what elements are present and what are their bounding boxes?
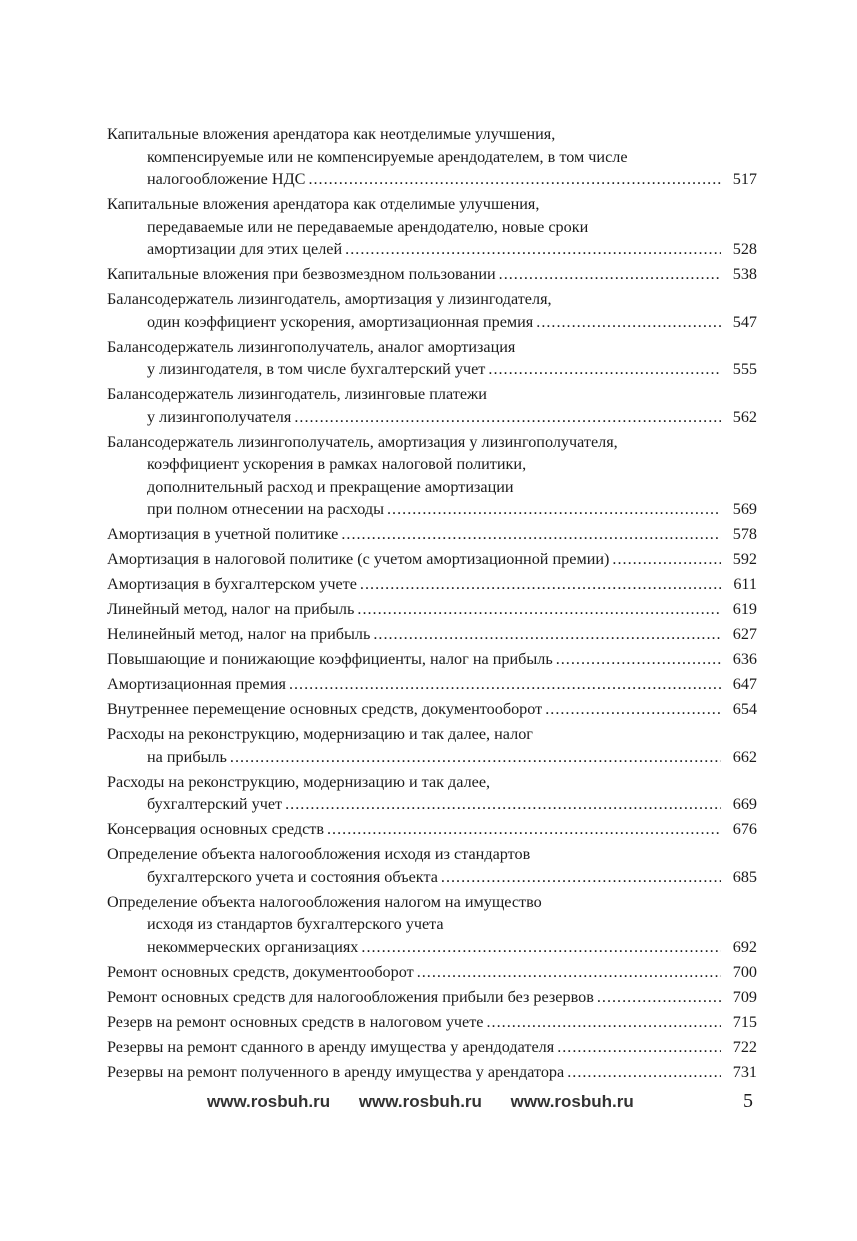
dot-leader xyxy=(387,498,721,521)
dot-leader xyxy=(345,238,721,261)
toc-entry-title-line: Определение объекта налогообложения налогом на имущество xyxy=(107,892,542,911)
dot-leader xyxy=(289,673,721,696)
toc-entry-title-line: исходя из стандартов бухгалтерского учета xyxy=(147,915,444,933)
dot-leader xyxy=(597,986,721,1009)
toc-entry-last-line xyxy=(107,1011,757,1034)
toc-entry-last-line xyxy=(107,818,757,841)
toc-entry-title-line: Ремонт основных средств, документооборот xyxy=(107,962,414,981)
toc-entry-last-line xyxy=(107,793,757,816)
toc-entry-title-line: Резервы на ремонт полученного в аренду имущества у арендатора xyxy=(107,1062,565,1081)
toc-entry[interactable] xyxy=(107,698,757,721)
toc-entry[interactable] xyxy=(107,1061,757,1084)
toc-entry-last-line xyxy=(107,648,757,671)
toc-entry-title-line: Балансодержатель лизингодатель, лизинговые платежи xyxy=(107,385,487,403)
toc-entry-last-line xyxy=(107,936,757,959)
toc-entry[interactable] xyxy=(107,336,757,381)
dot-leader xyxy=(417,961,721,984)
toc-entry[interactable] xyxy=(107,431,757,521)
toc-entry-page: 685 xyxy=(732,867,757,886)
toc-entry-title-line: Амортизация в налоговой политике (с учетом амортизационной премии) xyxy=(107,550,610,568)
dot-leader xyxy=(536,311,721,334)
toc-entry-last-line xyxy=(107,168,757,191)
toc-entry-page: 647 xyxy=(732,675,757,693)
toc-entry-title-line: компенсируемые или не компенсируемые арендодателем, в том числе xyxy=(147,147,628,166)
dot-leader xyxy=(341,523,721,546)
toc-entry-title-line: Внутреннее перемещение основных средств, документооборот xyxy=(107,700,543,718)
toc-entry[interactable] xyxy=(107,573,757,596)
toc-entry-title-line: Нелинейный метод, налог на прибыль xyxy=(107,625,371,643)
toc-entry-title-line: Повышающие и понижающие коэффициенты, налог на прибыль xyxy=(107,650,553,668)
toc-entry-title-line: у лизингополучателя xyxy=(147,407,292,426)
toc-entry-last-line xyxy=(107,498,757,521)
toc-entry-last-line xyxy=(107,523,757,546)
toc-entry[interactable] xyxy=(107,648,757,671)
dot-leader xyxy=(285,793,721,816)
toc-entry-page: 611 xyxy=(733,575,757,593)
toc-entry-title-line: один коэффициент ускорения, амортизационная премия xyxy=(147,312,534,331)
toc-entry-title-line: Расходы на реконструкцию, модернизацию и так далее, xyxy=(107,772,491,791)
toc-entry-page: 662 xyxy=(732,747,757,766)
toc-entry-page: 547 xyxy=(732,312,757,331)
toc-entry[interactable] xyxy=(107,986,757,1009)
footer-link[interactable]: www.rosbuh.ru xyxy=(207,1092,331,1111)
toc-entry-title-line: при полном отнесении на расходы xyxy=(147,500,384,518)
toc-entry-last-line xyxy=(107,238,757,261)
toc-entry[interactable] xyxy=(107,818,757,841)
toc-entry-page: 692 xyxy=(732,937,757,956)
dot-leader xyxy=(308,168,721,191)
toc-entry-title-line: передаваемые или не передаваемые арендодателю, новые сроки xyxy=(147,217,589,236)
dot-leader xyxy=(373,623,721,646)
toc-entry-title-line: Резервы на ремонт сданного в аренду имущества у арендодателя xyxy=(107,1037,555,1056)
toc-entry-title-line: Расходы на реконструкцию, модернизацию и так далее, налог xyxy=(107,725,533,743)
dot-leader xyxy=(567,1061,721,1084)
toc-entry-page: 709 xyxy=(732,987,757,1006)
toc-entry-last-line xyxy=(107,311,757,334)
toc-entry-page: 654 xyxy=(732,700,757,718)
dot-leader xyxy=(557,1036,721,1059)
toc-entry-page: 636 xyxy=(732,650,757,668)
toc-entry[interactable] xyxy=(107,123,757,191)
toc-entry[interactable] xyxy=(107,193,757,261)
toc-entry-page: 538 xyxy=(732,265,757,283)
toc-entry[interactable] xyxy=(107,771,757,816)
toc-entry[interactable] xyxy=(107,891,757,959)
page-number: 5 xyxy=(743,1090,753,1112)
toc-entry-title-line: Резерв на ремонт основных средств в налоговом учете xyxy=(107,1012,484,1031)
toc-entry[interactable] xyxy=(107,843,757,888)
toc-entry-page: 731 xyxy=(732,1062,757,1081)
toc-entry-last-line xyxy=(107,548,757,571)
dot-leader xyxy=(545,698,721,721)
toc-entry-last-line xyxy=(107,961,757,984)
toc-entry-title-line: Балансодержатель лизингополучатель, амортизация у лизингополучателя, xyxy=(107,432,618,451)
toc-entry-title-line: Балансодержатель лизингополучатель, аналог амортизация xyxy=(107,337,516,356)
toc-entry-title-line: некоммерческих организациях xyxy=(147,937,359,956)
toc-entry-page: 627 xyxy=(732,625,757,643)
toc-entry-title-line: Определение объекта налогообложения исходя из стандартов xyxy=(107,845,531,863)
toc-entry[interactable] xyxy=(107,1036,757,1059)
toc-entry[interactable] xyxy=(107,673,757,696)
toc-entry[interactable] xyxy=(107,961,757,984)
toc-entry-page: 722 xyxy=(732,1037,757,1056)
toc-entry-title-line: Амортизация в учетной политике xyxy=(107,525,339,543)
dot-leader xyxy=(487,1011,722,1034)
dot-leader xyxy=(360,573,721,596)
toc-entry-title-line: коэффициент ускорения в рамках налоговой политики, xyxy=(147,455,527,473)
dot-leader xyxy=(556,648,721,671)
toc-entry-title-line: амортизации для этих целей xyxy=(147,240,343,258)
toc-entry[interactable] xyxy=(107,1011,757,1034)
toc-entry-last-line xyxy=(107,866,757,889)
toc-entry-last-line xyxy=(107,406,757,429)
toc-entry-last-line xyxy=(107,358,757,381)
toc-entry-page: 578 xyxy=(732,525,757,543)
toc-entry-page: 715 xyxy=(732,1012,757,1031)
toc-entry[interactable] xyxy=(107,523,757,546)
dot-leader xyxy=(230,746,721,769)
toc-entry[interactable] xyxy=(107,598,757,621)
toc-entry-page: 669 xyxy=(732,795,757,813)
toc-entry-last-line xyxy=(107,598,757,621)
toc-entry-title-line: на прибыль xyxy=(147,747,227,766)
toc-entry-last-line xyxy=(107,263,757,286)
toc-entry-last-line xyxy=(107,573,757,596)
toc-entry-title-line: Ремонт основных средств для налогообложения прибыли без резервов xyxy=(107,987,594,1006)
toc-entry-title-line: Консервация основных средств xyxy=(107,820,324,838)
toc-entry[interactable] xyxy=(107,383,757,428)
footer-link[interactable]: www.rosbuh.ru xyxy=(510,1092,634,1111)
toc-entry-last-line xyxy=(107,1061,757,1084)
toc-entry[interactable] xyxy=(107,623,757,646)
toc-entry[interactable] xyxy=(107,723,757,768)
toc-entry-page: 700 xyxy=(732,962,757,981)
toc-entry-page: 619 xyxy=(732,600,757,618)
dot-leader xyxy=(327,818,721,841)
dot-leader xyxy=(499,263,721,286)
toc-entry-last-line xyxy=(107,698,757,721)
toc-entry-title-line: Линейный метод, налог на прибыль xyxy=(107,600,355,618)
dot-leader xyxy=(361,936,721,959)
dot-leader xyxy=(294,406,721,429)
toc-entry-page: 569 xyxy=(732,500,757,518)
table-of-contents xyxy=(107,123,757,1086)
toc-entry-title-line: Амортизация в бухгалтерском учете xyxy=(107,575,357,593)
footer-links xyxy=(207,1092,658,1112)
toc-entry-title-line: дополнительный расход и прекращение амортизации xyxy=(147,477,514,496)
toc-entry-title-line: Амортизационная премия xyxy=(107,675,286,693)
toc-entry[interactable] xyxy=(107,263,757,286)
footer-link[interactable]: www.rosbuh.ru xyxy=(358,1092,482,1111)
toc-entry-last-line xyxy=(107,986,757,1009)
toc-entry-last-line xyxy=(107,746,757,769)
toc-entry-last-line xyxy=(107,623,757,646)
dot-leader xyxy=(357,598,721,621)
toc-entry-page: 555 xyxy=(732,360,757,378)
dot-leader xyxy=(612,548,721,571)
toc-entry-title-line: у лизингодателя, в том числе бухгалтерский учет xyxy=(147,360,486,378)
toc-entry-title-line: бухгалтерский учет xyxy=(147,795,283,813)
dot-leader xyxy=(441,866,721,889)
toc-entry-title-line: Капитальные вложения арендатора как отделимые улучшения, xyxy=(107,195,540,213)
toc-entry[interactable] xyxy=(107,288,757,333)
toc-entry-title-line: Капитальные вложения при безвозмездном пользовании xyxy=(107,265,496,283)
toc-entry-last-line xyxy=(107,1036,757,1059)
toc-entry-title-line: Балансодержатель лизингодатель, амортизация у лизингодателя, xyxy=(107,290,552,308)
toc-entry-title-line: налогообложение НДС xyxy=(147,170,306,188)
toc-entry-page: 676 xyxy=(732,820,757,838)
toc-entry-last-line xyxy=(107,673,757,696)
toc-entry-title-line: Капитальные вложения арендатора как неотделимые улучшения, xyxy=(107,125,556,143)
toc-entry[interactable] xyxy=(107,548,757,571)
toc-entry-page: 528 xyxy=(732,240,757,258)
toc-entry-title-line: бухгалтерского учета и состояния объекта xyxy=(147,867,438,886)
toc-entry-page: 517 xyxy=(732,170,757,188)
dot-leader xyxy=(488,358,721,381)
toc-entry-page: 562 xyxy=(732,407,757,426)
toc-entry-page: 592 xyxy=(732,550,757,568)
